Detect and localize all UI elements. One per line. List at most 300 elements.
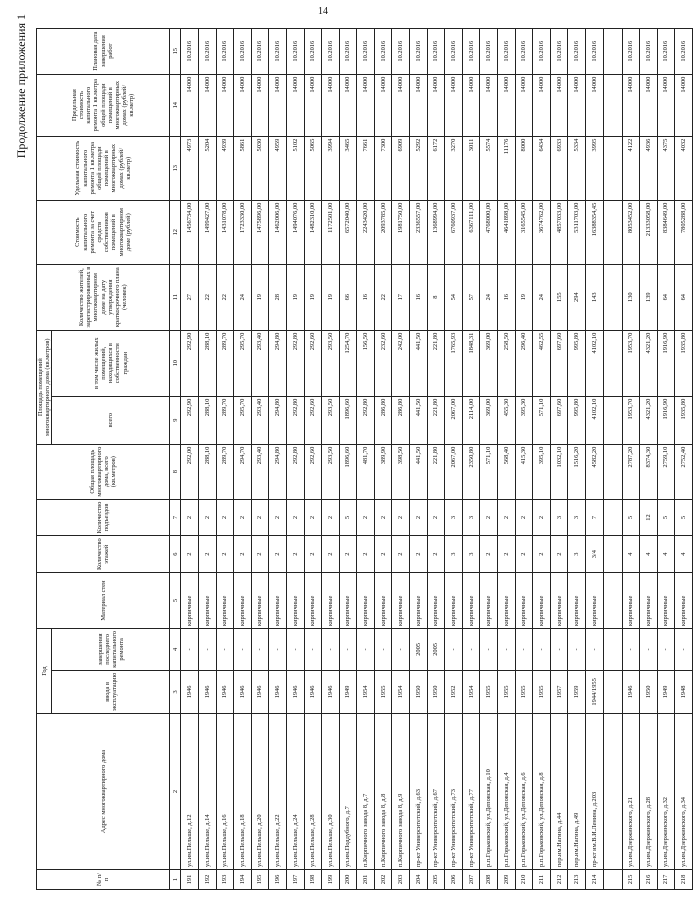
table-cell: 2 — [322, 536, 340, 573]
table-cell: - — [498, 629, 516, 671]
table-cell: 10.2016 — [550, 28, 568, 74]
table-cell: 5574 — [480, 136, 498, 200]
table-cell: 1916,90 — [657, 330, 675, 396]
table-cell: 5102 — [286, 136, 304, 200]
table-cell: 10.2016 — [622, 28, 640, 74]
table-cell: 455,30 — [498, 396, 516, 444]
table-cell: 568,40 — [498, 444, 516, 499]
table-cell: 2 — [374, 536, 392, 573]
table-cell: 1516,20 — [568, 444, 586, 499]
table-cell: 4936 — [640, 136, 658, 200]
table-cell: 2 — [216, 499, 234, 536]
header-residents: Количество жителей, зарегистрированных в многоквартирном доме на дату утверждения краткосрочного плана (человек) — [37, 264, 170, 330]
table-cell: 4857033,00 — [550, 200, 568, 264]
column-number: 4 — [170, 629, 181, 671]
table-cell: 2 — [286, 499, 304, 536]
header-entrances: Количество подъездов — [37, 499, 170, 536]
table-cell: 7 — [586, 499, 604, 536]
table-cell: 209 — [498, 870, 516, 890]
table-cell: 14000 — [234, 74, 252, 136]
table-cell: 1431078,00 — [216, 200, 234, 264]
table-cell: 292,90 — [181, 396, 199, 444]
table-cell: 10.2016 — [322, 28, 340, 74]
table-cell: 4102,10 — [586, 396, 604, 444]
table-cell: пр-кт им.В.И.Ленина, д.203 — [586, 714, 604, 870]
table-cell: 2067,00 — [445, 444, 463, 499]
table-cell: 8000 — [515, 136, 533, 200]
table-cell: кирпичные — [445, 573, 463, 629]
spacer-cell — [603, 264, 622, 330]
table-cell: кирпичные — [533, 573, 551, 629]
table-cell: 1254,70 — [339, 330, 357, 396]
table-row — [622, 28, 640, 889]
table-cell: 2 — [198, 536, 216, 573]
table-cell: 293,40 — [251, 444, 269, 499]
table-cell: 10.2016 — [251, 28, 269, 74]
table-cell: 10.2016 — [640, 28, 658, 74]
table-cell: 398,50 — [392, 444, 410, 499]
table-cell: 10.2016 — [480, 28, 498, 74]
table-cell: 292,80 — [286, 444, 304, 499]
table-cell: 369,00 — [480, 330, 498, 396]
table-cell: 288,10 — [198, 396, 216, 444]
table-cell: 389,90 — [374, 444, 392, 499]
table-cell: - — [322, 629, 340, 671]
table-cell: 1456734,00 — [181, 200, 199, 264]
table-cell: 14000 — [550, 74, 568, 136]
table-cell: 66 — [339, 264, 357, 330]
table-cell: ул.им.Дзержинского, д.34 — [675, 714, 693, 870]
table-cell: п.Кирпичного завода 8, д.8 — [374, 714, 392, 870]
table-cell: 697,60 — [550, 396, 568, 444]
table-cell: 2 — [269, 499, 287, 536]
table-cell: 10.2016 — [498, 28, 516, 74]
table-cell: 14000 — [498, 74, 516, 136]
table-cell: 206 — [445, 870, 463, 890]
table-cell: 6172 — [427, 136, 445, 200]
column-number: 14 — [170, 74, 181, 136]
table-cell: 289,70 — [216, 444, 234, 499]
table-cell: 192 — [198, 870, 216, 890]
table-cell: 1953,70 — [622, 330, 640, 396]
header-area-total: всего — [52, 396, 170, 444]
table-cell: 10.2016 — [269, 28, 287, 74]
column-number-row — [170, 28, 181, 889]
table-cell: пер.им.Нагина, д.44 — [550, 714, 568, 870]
table-cell: 232,60 — [374, 330, 392, 396]
table-cell: 2 — [216, 536, 234, 573]
table-cell: 203 — [392, 870, 410, 890]
table-cell: 2243420,00 — [357, 200, 375, 264]
table-cell: 210 — [515, 870, 533, 890]
table-cell: 4122 — [622, 136, 640, 200]
table-cell: 1368994,00 — [427, 200, 445, 264]
table-cell: - — [550, 629, 568, 671]
table-cell: ул.им.Пельше, д.24 — [286, 714, 304, 870]
table-cell: 14000 — [216, 74, 234, 136]
table-cell: 14000 — [269, 74, 287, 136]
header-area-group: Площадь помещений многоквартирного дома (кв.метров) — [37, 330, 52, 444]
table-cell: кирпичные — [586, 573, 604, 629]
table-cell: 14000 — [392, 74, 410, 136]
table-cell: 218 — [675, 870, 693, 890]
table-cell: 1032,10 — [550, 444, 568, 499]
table-cell: 1946 — [234, 670, 252, 713]
table-cell: кирпичные — [304, 573, 322, 629]
table-row — [304, 28, 322, 889]
table-cell: ул.им.Дзержинского, д.32 — [657, 714, 675, 870]
table-cell: 221,80 — [427, 330, 445, 396]
table-cell: 10.2016 — [339, 28, 357, 74]
table-cell: 10.2016 — [657, 28, 675, 74]
table-cell: 1981750,00 — [392, 200, 410, 264]
table-cell: кирпичные — [550, 573, 568, 629]
table-cell: р.п.Горьковский, ул.Деповская, д.10 — [480, 714, 498, 870]
table-cell: - — [675, 629, 693, 671]
table-cell: 2 — [234, 536, 252, 573]
table-cell: 14000 — [586, 74, 604, 136]
table-cell: 4939 — [216, 136, 234, 200]
table-cell: 10.2016 — [357, 28, 375, 74]
column-number: 9 — [170, 396, 181, 444]
table-cell: 1946 — [198, 670, 216, 713]
table-cell: 2 — [251, 499, 269, 536]
table-cell: 5292 — [410, 136, 428, 200]
table-cell: 10.2016 — [234, 28, 252, 74]
header-year-group: Год — [37, 629, 52, 714]
table-cell: кирпичные — [357, 573, 375, 629]
table-cell: 292,90 — [181, 330, 199, 396]
table-cell: 6909 — [392, 136, 410, 200]
table-cell: ул.им.Пельше, д.18 — [234, 714, 252, 870]
table-cell: 10.2016 — [445, 28, 463, 74]
table-cell: 4321,20 — [640, 330, 658, 396]
table-cell: 995,80 — [568, 330, 586, 396]
table-cell: 7805288,00 — [675, 200, 693, 264]
table-cell: 6367111,00 — [462, 200, 480, 264]
table-cell: 2005 — [427, 629, 445, 671]
table-cell: кирпичные — [216, 573, 234, 629]
table-cell: 10.2016 — [533, 28, 551, 74]
table-cell: 2 — [533, 536, 551, 573]
table-cell: кирпичные — [269, 573, 287, 629]
table-cell: - — [640, 629, 658, 671]
table-cell: кирпичные — [480, 573, 498, 629]
table-cell: ул.им.Поддубного, д.7 — [339, 714, 357, 870]
table-cell: кирпичные — [515, 573, 533, 629]
table-cell: 194 — [234, 870, 252, 890]
table-cell: - — [234, 629, 252, 671]
table-cell: 10.2016 — [410, 28, 428, 74]
table-cell: 8 — [427, 264, 445, 330]
table-cell: ул.им.Пельше, д.12 — [181, 714, 199, 870]
table-cell: 1475896,00 — [251, 200, 269, 264]
table-cell: 64 — [657, 264, 675, 330]
table-cell: 2 — [251, 536, 269, 573]
table-cell: - — [251, 629, 269, 671]
table-cell: 995,80 — [568, 396, 586, 444]
table-cell: 10.2016 — [462, 28, 480, 74]
table-cell: 3465 — [339, 136, 357, 200]
table-cell: 199 — [322, 870, 340, 890]
table-cell: - — [568, 629, 586, 671]
table-cell: 2 — [498, 536, 516, 573]
table-cell: 2350,80 — [462, 444, 480, 499]
table-cell: 205 — [427, 870, 445, 890]
table-cell: 214 — [586, 870, 604, 890]
table-row — [357, 28, 375, 889]
table-cell: 1723330,00 — [234, 200, 252, 264]
table-cell: 293,40 — [251, 396, 269, 444]
table-row — [198, 28, 216, 889]
table-cell: 12 — [640, 499, 658, 536]
table-cell: 19 — [251, 264, 269, 330]
header-number: № п/п — [37, 870, 170, 890]
header-wall-material: Материал стен — [37, 573, 170, 629]
table-cell: - — [586, 629, 604, 671]
table-cell: - — [480, 629, 498, 671]
table-cell: 1935,80 — [675, 396, 693, 444]
table-cell: 1946 — [216, 670, 234, 713]
table-cell: 19 — [322, 264, 340, 330]
column-number: 5 — [170, 573, 181, 629]
table-cell: ул.им.Пельше, д.30 — [322, 714, 340, 870]
table-cell: 16388354,45 — [586, 200, 604, 264]
table-cell: 1953,70 — [622, 396, 640, 444]
table-cell: 3674762,00 — [533, 200, 551, 264]
table-cell: 1955 — [480, 670, 498, 713]
table-cell: 10.2016 — [198, 28, 216, 74]
spacer-cell — [603, 714, 622, 870]
column-number: 6 — [170, 536, 181, 573]
table-cell: - — [657, 629, 675, 671]
header-planned-date: Плановая дата завершения работ — [37, 28, 170, 74]
table-cell: 155 — [550, 264, 568, 330]
table-cell: 3 — [568, 499, 586, 536]
header-total-area: Общая площадь многоквартирного дома, всего (кв.метров) — [37, 444, 170, 499]
table-cell: 369,00 — [480, 396, 498, 444]
table-cell: кирпичные — [427, 573, 445, 629]
table-cell: 11176 — [498, 136, 516, 200]
table-cell: 2752,40 — [675, 444, 693, 499]
table-cell: 1462006,00 — [269, 200, 287, 264]
table-cell: 1959 — [568, 670, 586, 713]
table-cell: 202 — [374, 870, 392, 890]
table-cell: 294,80 — [269, 444, 287, 499]
spacer-cell — [603, 536, 622, 573]
table-cell: 293,50 — [322, 330, 340, 396]
table-cell: ул.им.Пельше, д.28 — [304, 714, 322, 870]
table-cell: 8374,30 — [640, 444, 658, 499]
table-cell: 208 — [480, 870, 498, 890]
table-cell: 16 — [410, 264, 428, 330]
table-cell: 7661 — [357, 136, 375, 200]
table-cell: 14000 — [198, 74, 216, 136]
table-cell: 1848,31 — [462, 330, 480, 396]
table-cell: 130 — [622, 264, 640, 330]
table-cell: 2067,00 — [445, 396, 463, 444]
table-cell: 4032 — [675, 136, 693, 200]
table-cell: 14000 — [675, 74, 693, 136]
table-cell: 204 — [410, 870, 428, 890]
table-cell: 2336557,00 — [410, 200, 428, 264]
column-number: 12 — [170, 200, 181, 264]
spacer-cell — [603, 629, 622, 671]
table-cell: 217 — [657, 870, 675, 890]
table-cell: 14000 — [304, 74, 322, 136]
table-cell: 3011 — [462, 136, 480, 200]
table-cell: ул.им.Дзержинского, д.21 — [622, 714, 640, 870]
table-cell: - — [181, 629, 199, 671]
table-cell: 2114,00 — [462, 396, 480, 444]
column-number: 11 — [170, 264, 181, 330]
table-cell: 2759,10 — [657, 444, 675, 499]
table-cell: 3 — [445, 499, 463, 536]
table-row — [322, 28, 340, 889]
table-row — [181, 28, 199, 889]
table-cell: 14000 — [533, 74, 551, 136]
table-cell: 14000 — [181, 74, 199, 136]
table-cell: 2 — [339, 536, 357, 573]
table-cell: 198 — [304, 870, 322, 890]
table-cell: 193 — [216, 870, 234, 890]
table-row — [374, 28, 392, 889]
table-row — [640, 28, 658, 889]
table-cell: 16 — [357, 264, 375, 330]
table-cell: 1172501,00 — [322, 200, 340, 264]
table-cell: 3994 — [322, 136, 340, 200]
table-cell: 156,50 — [357, 330, 375, 396]
table-cell: 288,10 — [198, 330, 216, 396]
continuation-title: Продолжение приложения 1 — [14, 14, 28, 159]
table-cell: 6434 — [533, 136, 551, 200]
table-cell: 1949 — [339, 670, 357, 713]
table-cell: кирпичные — [657, 573, 675, 629]
table-cell: 1946 — [181, 670, 199, 713]
table-cell: р.п.Горьковский, ул.Деповская, д.8 — [533, 714, 551, 870]
table-cell: кирпичные — [286, 573, 304, 629]
table-cell: 296,40 — [515, 330, 533, 396]
table-row — [234, 28, 252, 889]
table-cell: 1950 — [427, 670, 445, 713]
table-cell: - — [374, 629, 392, 671]
table-cell: 4582,20 — [586, 444, 604, 499]
table-cell: 1954 — [462, 670, 480, 713]
table-cell: - — [622, 629, 640, 671]
table-cell: 14000 — [286, 74, 304, 136]
table-cell: 1946 — [304, 670, 322, 713]
table-cell: 14000 — [410, 74, 428, 136]
table-cell: 2 — [410, 536, 428, 573]
table-cell: пр-кт Университетский, д.77 — [462, 714, 480, 870]
table-cell: - — [339, 629, 357, 671]
table-cell: 294,70 — [234, 444, 252, 499]
table-cell: кирпичные — [251, 573, 269, 629]
table-cell: 2 — [480, 536, 498, 573]
table-cell: р.п.Горьковский, ул.Деповская, д.6 — [515, 714, 533, 870]
table-cell: кирпичные — [568, 573, 586, 629]
table-cell: 14000 — [322, 74, 340, 136]
column-number: 13 — [170, 136, 181, 200]
table-cell: 54 — [445, 264, 463, 330]
table-cell: 3270 — [445, 136, 463, 200]
table-cell: кирпичные — [322, 573, 340, 629]
table-cell: 395,30 — [515, 396, 533, 444]
table-cell: 64 — [675, 264, 693, 330]
table-cell: 1499427,00 — [198, 200, 216, 264]
table-cell: 1955 — [515, 670, 533, 713]
housing-repair-table — [36, 28, 693, 890]
table-cell: кирпичные — [392, 573, 410, 629]
table-cell: 24 — [480, 264, 498, 330]
table-cell: 294,80 — [269, 396, 287, 444]
table-cell: 293,50 — [322, 444, 340, 499]
table-cell: 10.2016 — [286, 28, 304, 74]
table-cell: 294 — [568, 264, 586, 330]
table-cell: - — [445, 629, 463, 671]
table-cell: 2 — [286, 536, 304, 573]
table-cell: пр-кт Университетский, д.67 — [427, 714, 445, 870]
spacer-cell — [603, 330, 622, 396]
table-cell: 14000 — [622, 74, 640, 136]
table-cell: 1948 — [675, 670, 693, 713]
table-cell: пер.им.Нагина, д.49 — [568, 714, 586, 870]
table-cell: 292,60 — [304, 444, 322, 499]
table-row — [480, 28, 498, 889]
table-cell: 292,80 — [286, 330, 304, 396]
table-cell: 5204 — [198, 136, 216, 200]
table-cell: кирпичные — [498, 573, 516, 629]
table-cell: 697,60 — [550, 330, 568, 396]
table-cell: 24 — [234, 264, 252, 330]
spacer-cell — [603, 396, 622, 444]
table-cell: 1952 — [445, 670, 463, 713]
table-cell: 8384649,00 — [657, 200, 675, 264]
table-cell: - — [269, 629, 287, 671]
table-cell: 197 — [286, 870, 304, 890]
spacer-cell — [603, 670, 622, 713]
table-cell: 3/4 — [586, 536, 604, 573]
table-cell: 19 — [304, 264, 322, 330]
table-cell: 7300 — [374, 136, 392, 200]
table-row — [568, 28, 586, 889]
column-number: 2 — [170, 714, 181, 870]
table-cell: 1944/1955 — [586, 670, 604, 713]
table-cell: 2 — [304, 499, 322, 536]
table-cell: 1954 — [392, 670, 410, 713]
spacer-cell — [603, 573, 622, 629]
table-cell: 14000 — [427, 74, 445, 136]
table-cell: 14000 — [568, 74, 586, 136]
table-cell: п.Кирпичного завода 8, д.7 — [357, 714, 375, 870]
table-cell: кирпичные — [339, 573, 357, 629]
table-cell: п.Кирпичного завода 8, д.9 — [392, 714, 410, 870]
table-cell: 4768000,00 — [480, 200, 498, 264]
table-cell: 196 — [269, 870, 287, 890]
table-cell: 1494076,00 — [286, 200, 304, 264]
column-number: 10 — [170, 330, 181, 396]
table-row — [339, 28, 357, 889]
table-cell: 5065 — [304, 136, 322, 200]
table-cell: ул.им.Дзержинского, д.28 — [640, 714, 658, 870]
table-cell: 2787,20 — [622, 444, 640, 499]
header-max-cost: Предельная стоимость капитального ремонта 1 кв.метра общей площади помещений в многоквартирных домах (рублей/кв.метр) — [37, 74, 170, 136]
table-cell: кирпичные — [198, 573, 216, 629]
column-number: 8 — [170, 444, 181, 499]
table-cell: 1946 — [269, 670, 287, 713]
table-row — [216, 28, 234, 889]
table-cell: 5 — [339, 499, 357, 536]
